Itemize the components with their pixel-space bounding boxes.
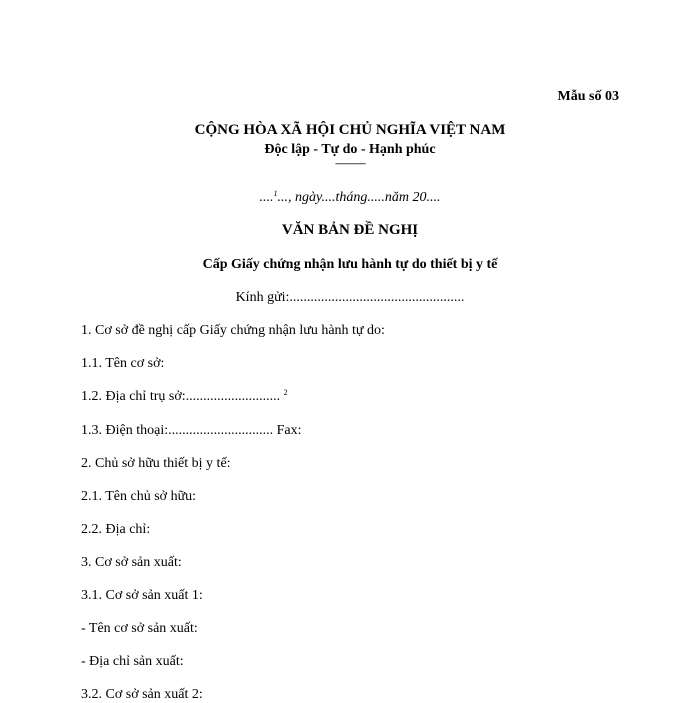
- footnote-marker-2: 2: [283, 388, 288, 397]
- facility-address-label: 1.2. Địa chỉ trụ sở:...........................: [81, 389, 281, 404]
- form-number: Mẫu số 03: [557, 89, 619, 104]
- place-date-line: [0, 190, 700, 206]
- document-title: VĂN BẢN ĐỀ NGHỊ: [281, 222, 419, 238]
- national-title: CỘNG HÒA XÃ HỘI CHỦ NGHĨA VIỆT NAM: [194, 122, 506, 138]
- header-rule: ---------------: [335, 158, 365, 168]
- footnote-marker-1: 1: [273, 189, 278, 198]
- producer-name-field: - Tên cơ sở sản xuất:: [81, 621, 198, 636]
- owner-address-field: 2.2. Địa chỉ:: [81, 522, 151, 537]
- dateline-prefix: ....: [259, 190, 274, 205]
- producer-address-field: - Địa chỉ sản xuất:: [81, 654, 184, 669]
- document-subtitle: Cấp Giấy chứng nhận lưu hành tự do thiết bị y tế: [202, 257, 498, 272]
- owner-name-field: 2.1. Tên chủ sở hữu:: [81, 489, 197, 504]
- producer-2-heading: 3.2. Cơ sở sản xuất 2:: [81, 687, 203, 702]
- phone-fax-field: 1.3. Điện thoại:.............................. Fax:: [81, 423, 302, 438]
- addressee-line: Kính gửi:..................................................: [235, 290, 465, 305]
- facility-address-field: [81, 389, 288, 405]
- section-3-heading: 3. Cơ sở sản xuất:: [81, 555, 182, 570]
- producer-1-heading: 3.1. Cơ sở sản xuất 1:: [81, 588, 203, 603]
- section-1-heading: 1. Cơ sở đề nghị cấp Giấy chứng nhận lưu hành tự do:: [81, 323, 385, 338]
- facility-name-field: 1.1. Tên cơ sở:: [81, 356, 165, 371]
- section-2-heading: 2. Chủ sở hữu thiết bị y tế:: [81, 456, 231, 471]
- national-motto: Độc lập - Tự do - Hạnh phúc: [264, 142, 436, 157]
- dateline-text: ..., ngày....tháng.....năm 20....: [277, 190, 441, 205]
